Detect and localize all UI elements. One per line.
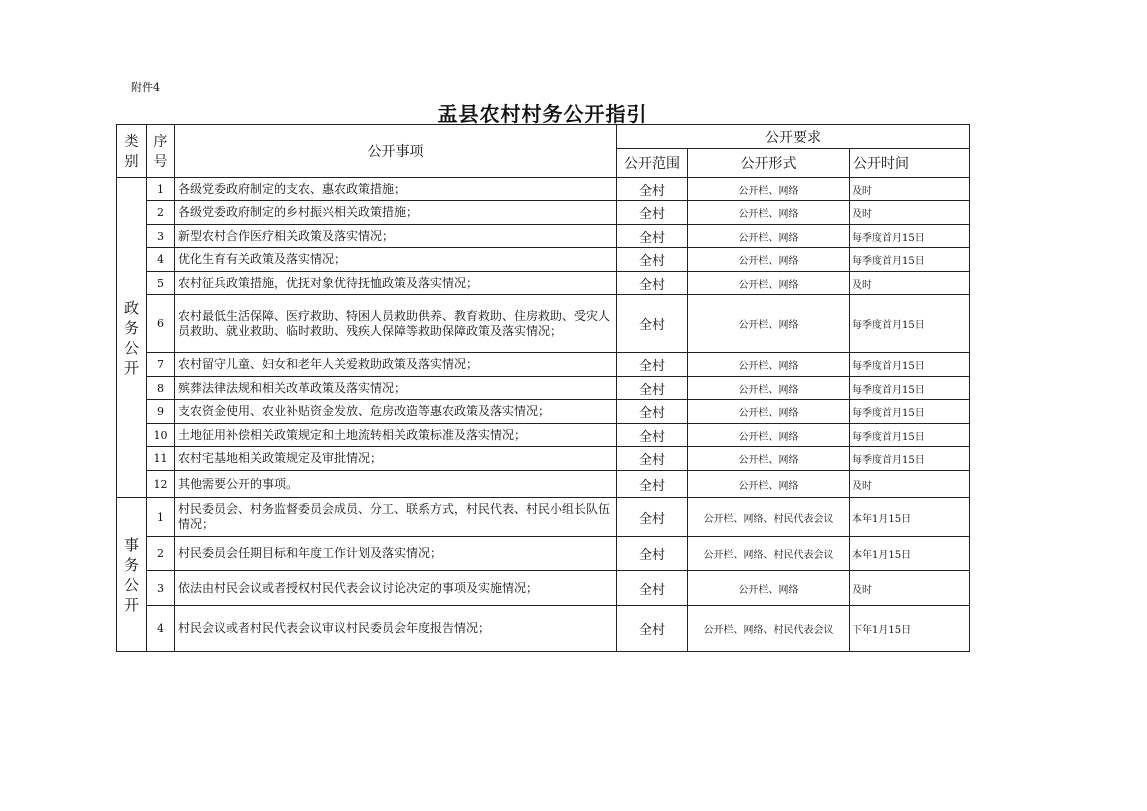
row-scope: 全村 [617, 571, 688, 606]
row-item: 村民委员会、村务监督委员会成员、分工、联系方式，村民代表、村民小组长队伍情况； [175, 498, 617, 537]
header-scope: 公开范围 [617, 149, 688, 178]
row-item: 农村征兵政策措施，优抚对象优待抚恤政策及落实情况； [175, 272, 617, 295]
row-form: 公开栏、网络、村民代表会议 [688, 537, 850, 571]
table-row [117, 424, 970, 447]
table-row [117, 295, 970, 353]
row-time: 每季度首月15日 [850, 400, 970, 424]
header-item: 公开事项 [175, 125, 617, 178]
row-number: 11 [147, 447, 175, 471]
row-time: 及时 [850, 201, 970, 225]
table-row [117, 400, 970, 424]
row-item: 农村留守儿童、妇女和老年人关爱救助政策及落实情况； [175, 353, 617, 377]
header-requirements: 公开要求 [617, 125, 970, 149]
row-form: 公开栏、网络、村民代表会议 [688, 498, 850, 537]
row-scope: 全村 [617, 272, 688, 295]
row-item: 村民会议或者村民代表会议审议村民委员会年度报告情况； [175, 606, 617, 652]
row-form: 公开栏、网络 [688, 400, 850, 424]
row-item: 依法由村民会议或者授权村民代表会议讨论决定的事项及实施情况； [175, 571, 617, 606]
row-number: 12 [147, 471, 175, 498]
row-scope: 全村 [617, 400, 688, 424]
row-scope: 全村 [617, 178, 688, 201]
header-seq: 序 号 [147, 125, 175, 178]
row-item: 支农资金使用、农业补贴资金发放、危房改造等惠农政策及落实情况； [175, 400, 617, 424]
row-form: 公开栏、网络、村民代表会议 [688, 606, 850, 652]
table-row [117, 225, 970, 248]
row-number: 10 [147, 424, 175, 447]
table-row [117, 606, 970, 652]
table-row [117, 447, 970, 471]
row-item: 各级党委政府制定的乡村振兴相关政策措施； [175, 201, 617, 225]
row-form: 公开栏、网络 [688, 471, 850, 498]
row-item: 新型农村合作医疗相关政策及落实情况； [175, 225, 617, 248]
row-time: 下年1月15日 [850, 606, 970, 652]
row-scope: 全村 [617, 447, 688, 471]
row-scope: 全村 [617, 201, 688, 225]
table-row [117, 248, 970, 272]
row-form: 公开栏、网络 [688, 571, 850, 606]
row-scope: 全村 [617, 471, 688, 498]
table-row [117, 498, 970, 537]
row-scope: 全村 [617, 498, 688, 537]
row-scope: 全村 [617, 248, 688, 272]
row-scope: 全村 [617, 537, 688, 571]
attachment-label: 附件4 [131, 81, 160, 94]
row-item: 优化生育有关政策及落实情况； [175, 248, 617, 272]
row-item: 土地征用补偿相关政策规定和土地流转相关政策标准及落实情况； [175, 424, 617, 447]
category-gov-affairs: 政 务 公 开 [117, 178, 147, 498]
header-form: 公开形式 [688, 149, 850, 178]
row-time: 每季度首月15日 [850, 424, 970, 447]
table-header [117, 125, 970, 178]
row-form: 公开栏、网络 [688, 377, 850, 400]
row-item: 殡葬法律法规和相关改革政策及落实情况； [175, 377, 617, 400]
row-time: 每季度首月15日 [850, 377, 970, 400]
row-number: 2 [147, 537, 175, 571]
header-category: 类 别 [117, 125, 147, 178]
row-form: 公开栏、网络 [688, 201, 850, 225]
row-form: 公开栏、网络 [688, 447, 850, 471]
row-item: 各级党委政府制定的支农、惠农政策措施； [175, 178, 617, 201]
row-time: 本年1月15日 [850, 498, 970, 537]
row-scope: 全村 [617, 606, 688, 652]
table-row [117, 272, 970, 295]
header-time: 公开时间 [850, 149, 970, 178]
row-item: 村民委员会任期目标和年度工作计划及落实情况； [175, 537, 617, 571]
row-number: 8 [147, 377, 175, 400]
row-number: 7 [147, 353, 175, 377]
row-time: 每季度首月15日 [850, 248, 970, 272]
row-number: 5 [147, 272, 175, 295]
disclosure-table [116, 124, 970, 652]
row-form: 公开栏、网络 [688, 272, 850, 295]
row-number: 6 [147, 295, 175, 353]
row-item: 农村宅基地相关政策规定及审批情况； [175, 447, 617, 471]
row-number: 2 [147, 201, 175, 225]
row-time: 及时 [850, 471, 970, 498]
table-row [117, 178, 970, 201]
row-form: 公开栏、网络 [688, 424, 850, 447]
table-row [117, 571, 970, 606]
row-time: 及时 [850, 272, 970, 295]
row-time: 每季度首月15日 [850, 353, 970, 377]
row-time: 及时 [850, 178, 970, 201]
row-time: 每季度首月15日 [850, 295, 970, 353]
row-time: 每季度首月15日 [850, 447, 970, 471]
row-number: 4 [147, 606, 175, 652]
row-scope: 全村 [617, 377, 688, 400]
row-time: 及时 [850, 571, 970, 606]
row-form: 公开栏、网络 [688, 353, 850, 377]
row-time: 每季度首月15日 [850, 225, 970, 248]
row-item: 其他需要公开的事项。 [175, 471, 617, 498]
row-scope: 全村 [617, 424, 688, 447]
section-village-affairs [117, 498, 970, 652]
row-number: 3 [147, 225, 175, 248]
row-form: 公开栏、网络 [688, 178, 850, 201]
row-form: 公开栏、网络 [688, 248, 850, 272]
row-number: 3 [147, 571, 175, 606]
row-form: 公开栏、网络 [688, 225, 850, 248]
row-scope: 全村 [617, 353, 688, 377]
table-row [117, 377, 970, 400]
row-number: 1 [147, 178, 175, 201]
row-time: 本年1月15日 [850, 537, 970, 571]
table-row [117, 201, 970, 225]
row-form: 公开栏、网络 [688, 295, 850, 353]
table-row [117, 537, 970, 571]
table-row [117, 353, 970, 377]
table-row [117, 471, 970, 498]
section-gov-affairs [117, 178, 970, 498]
row-number: 9 [147, 400, 175, 424]
row-item: 农村最低生活保障、医疗救助、特困人员救助供养、教育救助、住房救助、受灾人员救助、就业救助、临时救助、残疾人保障等救助保障政策及落实情况； [175, 295, 617, 353]
row-number: 4 [147, 248, 175, 272]
category-village-affairs: 事 务 公 开 [117, 498, 147, 652]
page-title: 盂县农村村务公开指引 [437, 102, 648, 126]
row-scope: 全村 [617, 295, 688, 353]
row-scope: 全村 [617, 225, 688, 248]
row-number: 1 [147, 498, 175, 537]
